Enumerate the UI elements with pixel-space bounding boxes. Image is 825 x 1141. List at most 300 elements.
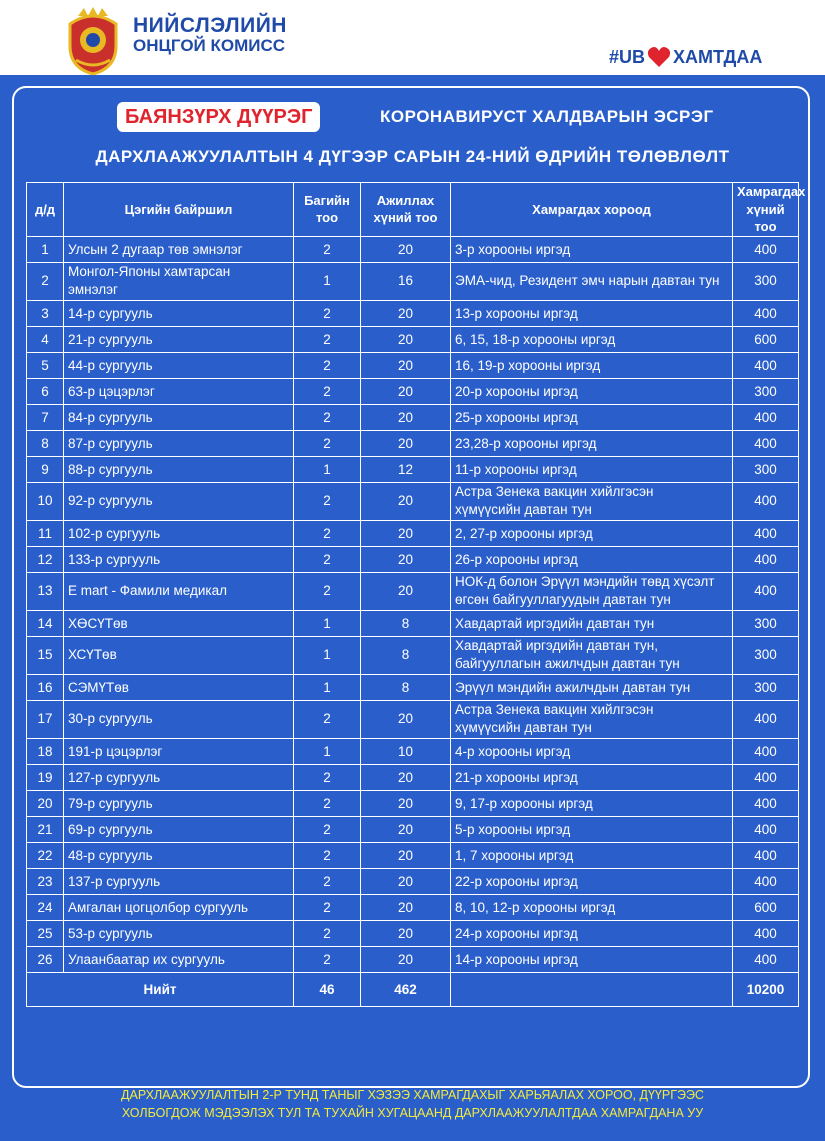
row-people-text: 400 bbox=[754, 583, 777, 599]
row-location bbox=[64, 482, 294, 520]
row-workers-text: 20 bbox=[397, 583, 414, 599]
row-people bbox=[733, 300, 799, 326]
table-row bbox=[27, 946, 799, 972]
row-khoroo bbox=[451, 636, 733, 674]
row-teams bbox=[294, 674, 361, 700]
row-teams bbox=[294, 262, 361, 300]
row-number bbox=[27, 946, 64, 972]
row-workers bbox=[361, 404, 451, 430]
row-khoroo bbox=[451, 572, 733, 610]
row-teams-text: 1 bbox=[323, 679, 331, 695]
row-workers-text: 20 bbox=[397, 331, 414, 347]
row-people-text: 300 bbox=[754, 679, 777, 695]
row-location-text: 63-р цэцэрлэг bbox=[68, 383, 155, 399]
row-number-text: 12 bbox=[37, 551, 53, 567]
total-row bbox=[27, 972, 799, 1006]
row-khoroo-text: ЭМА-чид, Резидент эмч нарын давтан тун bbox=[455, 273, 720, 289]
table-row bbox=[27, 920, 799, 946]
row-teams bbox=[294, 790, 361, 816]
row-khoroo-text-line2: өгсөн байгууллагуудын давтан тун bbox=[455, 592, 671, 608]
row-people bbox=[733, 378, 799, 404]
row-workers bbox=[361, 236, 451, 262]
row-teams bbox=[294, 572, 361, 610]
title-line1: КОРОНАВИРУСТ ХАЛДВАРЫН ЭСРЭГ bbox=[380, 107, 714, 126]
row-workers bbox=[361, 894, 451, 920]
row-location bbox=[64, 300, 294, 326]
city-emblem-icon bbox=[58, 6, 128, 76]
row-location bbox=[64, 738, 294, 764]
row-teams bbox=[294, 894, 361, 920]
row-people-text: 400 bbox=[754, 551, 777, 567]
table-row bbox=[27, 326, 799, 352]
row-number bbox=[27, 520, 64, 546]
row-people bbox=[733, 326, 799, 352]
row-people-text: 400 bbox=[754, 873, 777, 889]
row-workers-text: 20 bbox=[397, 951, 414, 967]
row-khoroo bbox=[451, 868, 733, 894]
row-workers bbox=[361, 326, 451, 352]
table-row bbox=[27, 236, 799, 262]
row-number bbox=[27, 790, 64, 816]
row-workers bbox=[361, 946, 451, 972]
row-number bbox=[27, 636, 64, 674]
row-khoroo bbox=[451, 262, 733, 300]
row-people bbox=[733, 868, 799, 894]
row-workers bbox=[361, 674, 451, 700]
row-khoroo bbox=[451, 456, 733, 482]
row-number bbox=[27, 404, 64, 430]
row-people-text: 600 bbox=[754, 899, 777, 915]
row-number-text: 21 bbox=[37, 821, 53, 837]
row-location bbox=[64, 868, 294, 894]
table-row bbox=[27, 352, 799, 378]
row-people-text: 400 bbox=[754, 241, 777, 257]
total-khoroo-empty bbox=[451, 972, 733, 1006]
row-people bbox=[733, 894, 799, 920]
row-people-text: 400 bbox=[754, 305, 777, 321]
table-row bbox=[27, 700, 799, 738]
row-workers bbox=[361, 378, 451, 404]
row-teams bbox=[294, 300, 361, 326]
row-khoroo-text-line2: байгууллагын ажилчдын давтан тун bbox=[455, 656, 680, 672]
total-people: 10200 bbox=[733, 972, 799, 1006]
table-row bbox=[27, 572, 799, 610]
row-number bbox=[27, 894, 64, 920]
row-teams bbox=[294, 636, 361, 674]
row-number bbox=[27, 378, 64, 404]
row-location bbox=[64, 546, 294, 572]
row-number bbox=[27, 300, 64, 326]
district-badge: БАЯНЗҮРХ ДҮҮРЭГ bbox=[117, 102, 320, 132]
table-row bbox=[27, 546, 799, 572]
row-people-text: 400 bbox=[754, 847, 777, 863]
row-location bbox=[64, 894, 294, 920]
row-workers-text: 20 bbox=[397, 383, 414, 399]
row-location bbox=[64, 816, 294, 842]
row-people bbox=[733, 610, 799, 636]
row-teams-text: 2 bbox=[323, 383, 331, 399]
row-workers-text: 20 bbox=[397, 795, 414, 811]
row-teams bbox=[294, 236, 361, 262]
row-number-text: 24 bbox=[37, 899, 53, 915]
row-number bbox=[27, 456, 64, 482]
row-khoroo bbox=[451, 764, 733, 790]
row-teams bbox=[294, 430, 361, 456]
table-row bbox=[27, 378, 799, 404]
row-people bbox=[733, 816, 799, 842]
row-location-text-line2: эмнэлэг bbox=[68, 282, 118, 298]
row-number-text: 14 bbox=[37, 615, 53, 631]
row-teams-text: 2 bbox=[323, 357, 331, 373]
row-people bbox=[733, 546, 799, 572]
row-number bbox=[27, 700, 64, 738]
row-people bbox=[733, 738, 799, 764]
row-khoroo-text: 9, 17-р хорооны иргэд bbox=[455, 795, 593, 811]
row-teams bbox=[294, 326, 361, 352]
row-khoroo bbox=[451, 894, 733, 920]
row-teams-text: 2 bbox=[323, 409, 331, 425]
row-khoroo-text: 21-р хорооны иргэд bbox=[455, 769, 578, 785]
row-number bbox=[27, 572, 64, 610]
row-number-text: 19 bbox=[37, 769, 53, 785]
table-row bbox=[27, 816, 799, 842]
row-location-text: 88-р сургууль bbox=[68, 461, 153, 477]
footer-line1: ДАРХЛААЖУУЛАЛТЫН 2-Р ТУНД ТАНЫГ ХЭЗЭЭ ХАМРАГДАХЫГ ХАРЬЯАЛАХ ХОРОО, ДҮҮРГЭЭС bbox=[121, 1088, 704, 1102]
row-workers bbox=[361, 764, 451, 790]
row-number-text: 1 bbox=[41, 241, 49, 257]
row-teams-text: 2 bbox=[323, 331, 331, 347]
org-name-line1: НИЙСЛЭЛИЙН bbox=[133, 14, 287, 37]
row-location bbox=[64, 674, 294, 700]
row-teams-text: 2 bbox=[323, 583, 331, 599]
row-teams-text: 2 bbox=[323, 711, 331, 727]
row-people bbox=[733, 352, 799, 378]
row-teams-text: 2 bbox=[323, 873, 331, 889]
row-number bbox=[27, 674, 64, 700]
row-workers-text: 20 bbox=[397, 847, 414, 863]
row-khoroo bbox=[451, 520, 733, 546]
row-teams-text: 2 bbox=[323, 493, 331, 509]
row-workers-text: 10 bbox=[397, 743, 414, 759]
row-teams bbox=[294, 482, 361, 520]
hashtag-badge bbox=[603, 42, 768, 72]
row-people bbox=[733, 404, 799, 430]
row-khoroo bbox=[451, 482, 733, 520]
row-khoroo bbox=[451, 946, 733, 972]
row-people-text: 400 bbox=[754, 743, 777, 759]
row-number bbox=[27, 262, 64, 300]
row-workers-text: 20 bbox=[397, 435, 414, 451]
row-workers-text: 20 bbox=[397, 769, 414, 785]
heart-icon bbox=[647, 46, 671, 68]
table-body bbox=[27, 236, 799, 972]
row-khoroo bbox=[451, 790, 733, 816]
row-teams-text: 2 bbox=[323, 951, 331, 967]
row-people bbox=[733, 700, 799, 738]
row-teams bbox=[294, 842, 361, 868]
row-location-text: 53-р сургууль bbox=[68, 925, 153, 941]
row-workers bbox=[361, 636, 451, 674]
row-number-text: 7 bbox=[41, 409, 49, 425]
row-number-text: 11 bbox=[37, 525, 52, 541]
row-number-text: 23 bbox=[37, 873, 53, 889]
table-row bbox=[27, 636, 799, 674]
row-number bbox=[27, 738, 64, 764]
hashtag-right: ХАМТДАА bbox=[673, 46, 763, 67]
header-teams-line1: Багийн bbox=[304, 192, 350, 208]
row-khoroo-text: 11-р хорооны иргэд bbox=[455, 461, 577, 477]
row-khoroo-text: 13-р хорооны иргэд bbox=[455, 305, 578, 321]
row-people-text: 300 bbox=[754, 461, 777, 477]
row-teams bbox=[294, 738, 361, 764]
row-people bbox=[733, 842, 799, 868]
row-khoroo bbox=[451, 610, 733, 636]
row-teams-text: 2 bbox=[323, 241, 331, 257]
row-khoroo-text: 24-р хорооны иргэд bbox=[455, 925, 578, 941]
row-people bbox=[733, 520, 799, 546]
row-teams bbox=[294, 456, 361, 482]
header-teams bbox=[294, 183, 361, 237]
row-workers bbox=[361, 572, 451, 610]
row-teams-text: 1 bbox=[323, 647, 331, 663]
row-location bbox=[64, 764, 294, 790]
row-khoroo bbox=[451, 920, 733, 946]
row-khoroo-text: 1, 7 хорооны иргэд bbox=[455, 847, 574, 863]
table-row bbox=[27, 404, 799, 430]
table-row bbox=[27, 764, 799, 790]
row-location bbox=[64, 404, 294, 430]
row-location bbox=[64, 610, 294, 636]
row-people-text: 400 bbox=[754, 357, 777, 373]
row-teams-text: 1 bbox=[323, 273, 331, 289]
header-people bbox=[733, 183, 806, 237]
row-location-text: 84-р сургууль bbox=[68, 409, 153, 425]
table-row bbox=[27, 674, 799, 700]
row-people bbox=[733, 572, 799, 610]
row-khoroo-text: Астра Зенека вакцин хийлгэсэн bbox=[455, 483, 654, 499]
table-header-row bbox=[27, 183, 799, 237]
row-workers-text: 20 bbox=[397, 551, 414, 567]
row-teams-text: 2 bbox=[323, 305, 331, 321]
row-teams bbox=[294, 700, 361, 738]
title-line2: ДАРХЛААЖУУЛАЛТЫН 4 ДҮГЭЭР САРЫН 24-НИЙ ӨДРИЙН ТӨЛӨВЛӨЛТ bbox=[95, 147, 730, 166]
row-location-text: ХӨСҮТөв bbox=[68, 615, 128, 631]
row-teams bbox=[294, 946, 361, 972]
row-people-text: 400 bbox=[754, 493, 777, 509]
row-teams bbox=[294, 764, 361, 790]
row-number bbox=[27, 482, 64, 520]
row-location-text: 191-р цэцэрлэг bbox=[68, 743, 163, 759]
row-number bbox=[27, 764, 64, 790]
row-location bbox=[64, 920, 294, 946]
row-location bbox=[64, 430, 294, 456]
row-people bbox=[733, 636, 799, 674]
row-number-text: 26 bbox=[37, 951, 53, 967]
row-number-text: 22 bbox=[37, 847, 53, 863]
row-number-text: 10 bbox=[37, 493, 53, 509]
header-khoroo: Хамрагдах хороод bbox=[451, 183, 733, 237]
footer-note bbox=[0, 1087, 825, 1122]
row-people bbox=[733, 790, 799, 816]
row-workers-text: 20 bbox=[397, 525, 414, 541]
row-number bbox=[27, 816, 64, 842]
row-number-text: 8 bbox=[41, 435, 49, 451]
row-workers bbox=[361, 790, 451, 816]
row-people bbox=[733, 674, 799, 700]
row-teams-text: 2 bbox=[323, 525, 331, 541]
row-location-text: 127-р сургууль bbox=[68, 769, 161, 785]
row-khoroo-text: 16, 19-р хорооны иргэд bbox=[455, 357, 601, 373]
row-workers-text: 12 bbox=[397, 461, 414, 477]
table-row bbox=[27, 894, 799, 920]
row-location bbox=[64, 790, 294, 816]
row-workers bbox=[361, 700, 451, 738]
row-number bbox=[27, 868, 64, 894]
row-khoroo-text: 4-р хорооны иргэд bbox=[455, 743, 571, 759]
footer-line2: ХОЛБОГДОЖ МЭДЭЭЛЭХ ТУЛ ТА ТУХАЙН ХУГАЦААНД ДАРХЛААЖУУЛАЛТДАА ХАМРАГДАНА УУ bbox=[121, 1105, 704, 1120]
table-row bbox=[27, 430, 799, 456]
row-number-text: 20 bbox=[37, 795, 53, 811]
row-location-text: 69-р сургууль bbox=[68, 821, 153, 837]
row-people bbox=[733, 430, 799, 456]
row-workers bbox=[361, 352, 451, 378]
row-teams-text: 2 bbox=[323, 847, 331, 863]
row-khoroo-text: 8, 10, 12-р хорооны иргэд bbox=[455, 899, 616, 915]
row-khoroo-text: 5-р хорооны иргэд bbox=[455, 821, 571, 837]
row-workers bbox=[361, 456, 451, 482]
row-location bbox=[64, 572, 294, 610]
row-location-text: 92-р сургууль bbox=[68, 493, 153, 509]
header-workers-line2: хүний тоо bbox=[373, 210, 438, 226]
row-teams bbox=[294, 352, 361, 378]
row-khoroo bbox=[451, 378, 733, 404]
row-number-text: 15 bbox=[37, 647, 53, 663]
row-khoroo-text: 25-р хорооны иргэд bbox=[455, 409, 578, 425]
table-row bbox=[27, 300, 799, 326]
row-workers bbox=[361, 868, 451, 894]
row-teams-text: 1 bbox=[323, 743, 331, 759]
row-workers-text: 8 bbox=[401, 647, 410, 663]
header-location: Цэгийн байршил bbox=[64, 183, 294, 237]
row-teams bbox=[294, 404, 361, 430]
row-number bbox=[27, 326, 64, 352]
row-teams bbox=[294, 816, 361, 842]
row-people-text: 300 bbox=[754, 615, 777, 631]
row-teams-text: 1 bbox=[323, 615, 331, 631]
total-label: Нийт bbox=[27, 972, 294, 1006]
row-workers bbox=[361, 430, 451, 456]
row-khoroo bbox=[451, 404, 733, 430]
row-teams-text: 2 bbox=[323, 899, 331, 915]
row-people-text: 400 bbox=[754, 951, 777, 967]
row-workers bbox=[361, 738, 451, 764]
row-khoroo-text: 26-р хорооны иргэд bbox=[455, 551, 578, 567]
row-location-text: СЭМҮТөв bbox=[68, 679, 129, 695]
row-location-text: Амгалан цогцолбор сургууль bbox=[68, 899, 249, 915]
row-khoroo bbox=[451, 546, 733, 572]
row-number bbox=[27, 842, 64, 868]
row-number bbox=[27, 352, 64, 378]
table-row bbox=[27, 790, 799, 816]
vaccination-plan-table bbox=[26, 182, 806, 1007]
row-number-text: 6 bbox=[41, 383, 49, 399]
row-people-text: 300 bbox=[754, 647, 777, 663]
row-location-text: 48-р сургууль bbox=[68, 847, 153, 863]
row-location-text: 87-р сургууль bbox=[68, 435, 153, 451]
row-location-text: 44-р сургууль bbox=[68, 357, 153, 373]
row-people-text: 400 bbox=[754, 769, 777, 785]
row-location-text: Монгол-Японы хамтарсан bbox=[68, 263, 231, 279]
org-name bbox=[133, 14, 287, 56]
row-people-text: 400 bbox=[754, 409, 777, 425]
row-people-text: 600 bbox=[754, 331, 777, 347]
row-people-text: 400 bbox=[754, 925, 777, 941]
row-teams-text: 2 bbox=[323, 769, 331, 785]
row-number bbox=[27, 920, 64, 946]
row-location-text: 79-р сургууль bbox=[68, 795, 153, 811]
row-location bbox=[64, 326, 294, 352]
row-khoroo-text: 6, 15, 18-р хорооны иргэд bbox=[455, 331, 616, 347]
row-number-text: 5 bbox=[41, 357, 49, 373]
row-khoroo bbox=[451, 236, 733, 262]
row-location-text: Улаанбаатар их сургууль bbox=[68, 951, 225, 967]
org-name-line2: ОНЦГОЙ КОМИСС bbox=[133, 36, 286, 56]
row-people bbox=[733, 946, 799, 972]
row-number-text: 2 bbox=[41, 273, 49, 289]
row-people bbox=[733, 482, 799, 520]
row-workers-text: 20 bbox=[397, 821, 414, 837]
row-workers-text: 20 bbox=[397, 493, 414, 509]
row-khoroo-text-line2: хүмүүсийн давтан тун bbox=[455, 720, 592, 736]
row-khoroo-text: 3-р хорооны иргэд bbox=[455, 241, 571, 257]
row-location bbox=[64, 700, 294, 738]
total-teams: 46 bbox=[294, 972, 361, 1006]
row-teams bbox=[294, 868, 361, 894]
row-khoroo-text: Хавдартай иргэдийн давтан тун bbox=[455, 615, 655, 631]
header-people-line1: Хамрагдах bbox=[737, 184, 806, 199]
row-workers-text: 8 bbox=[401, 615, 410, 631]
row-teams-text: 2 bbox=[323, 795, 331, 811]
row-teams-text: 2 bbox=[323, 435, 331, 451]
row-number-text: 13 bbox=[37, 583, 53, 599]
table-row bbox=[27, 262, 799, 300]
row-number-text: 17 bbox=[37, 711, 53, 727]
row-teams-text: 2 bbox=[323, 551, 331, 567]
row-people bbox=[733, 764, 799, 790]
row-khoroo-text: Астра Зенека вакцин хийлгэсэн bbox=[455, 701, 654, 717]
row-khoroo-text: 20-р хорооны иргэд bbox=[455, 383, 578, 399]
row-teams bbox=[294, 378, 361, 404]
row-people-text: 400 bbox=[754, 525, 777, 541]
row-workers-text: 8 bbox=[401, 679, 410, 695]
header-workers-line1: Ажиллах bbox=[376, 192, 435, 208]
table-row bbox=[27, 610, 799, 636]
row-khoroo bbox=[451, 700, 733, 738]
table-row bbox=[27, 520, 799, 546]
row-people bbox=[733, 456, 799, 482]
row-people-text: 400 bbox=[754, 435, 777, 451]
row-people-text: 300 bbox=[754, 273, 777, 289]
row-number-text: 16 bbox=[37, 679, 53, 695]
row-workers-text: 20 bbox=[397, 899, 414, 915]
table-row bbox=[27, 738, 799, 764]
row-workers bbox=[361, 920, 451, 946]
header-people-line2: хүний тоо bbox=[746, 201, 785, 235]
top-bar bbox=[0, 0, 825, 75]
total-workers: 462 bbox=[361, 972, 451, 1006]
row-location-text: 137-р сургууль bbox=[68, 873, 161, 889]
row-khoroo bbox=[451, 842, 733, 868]
